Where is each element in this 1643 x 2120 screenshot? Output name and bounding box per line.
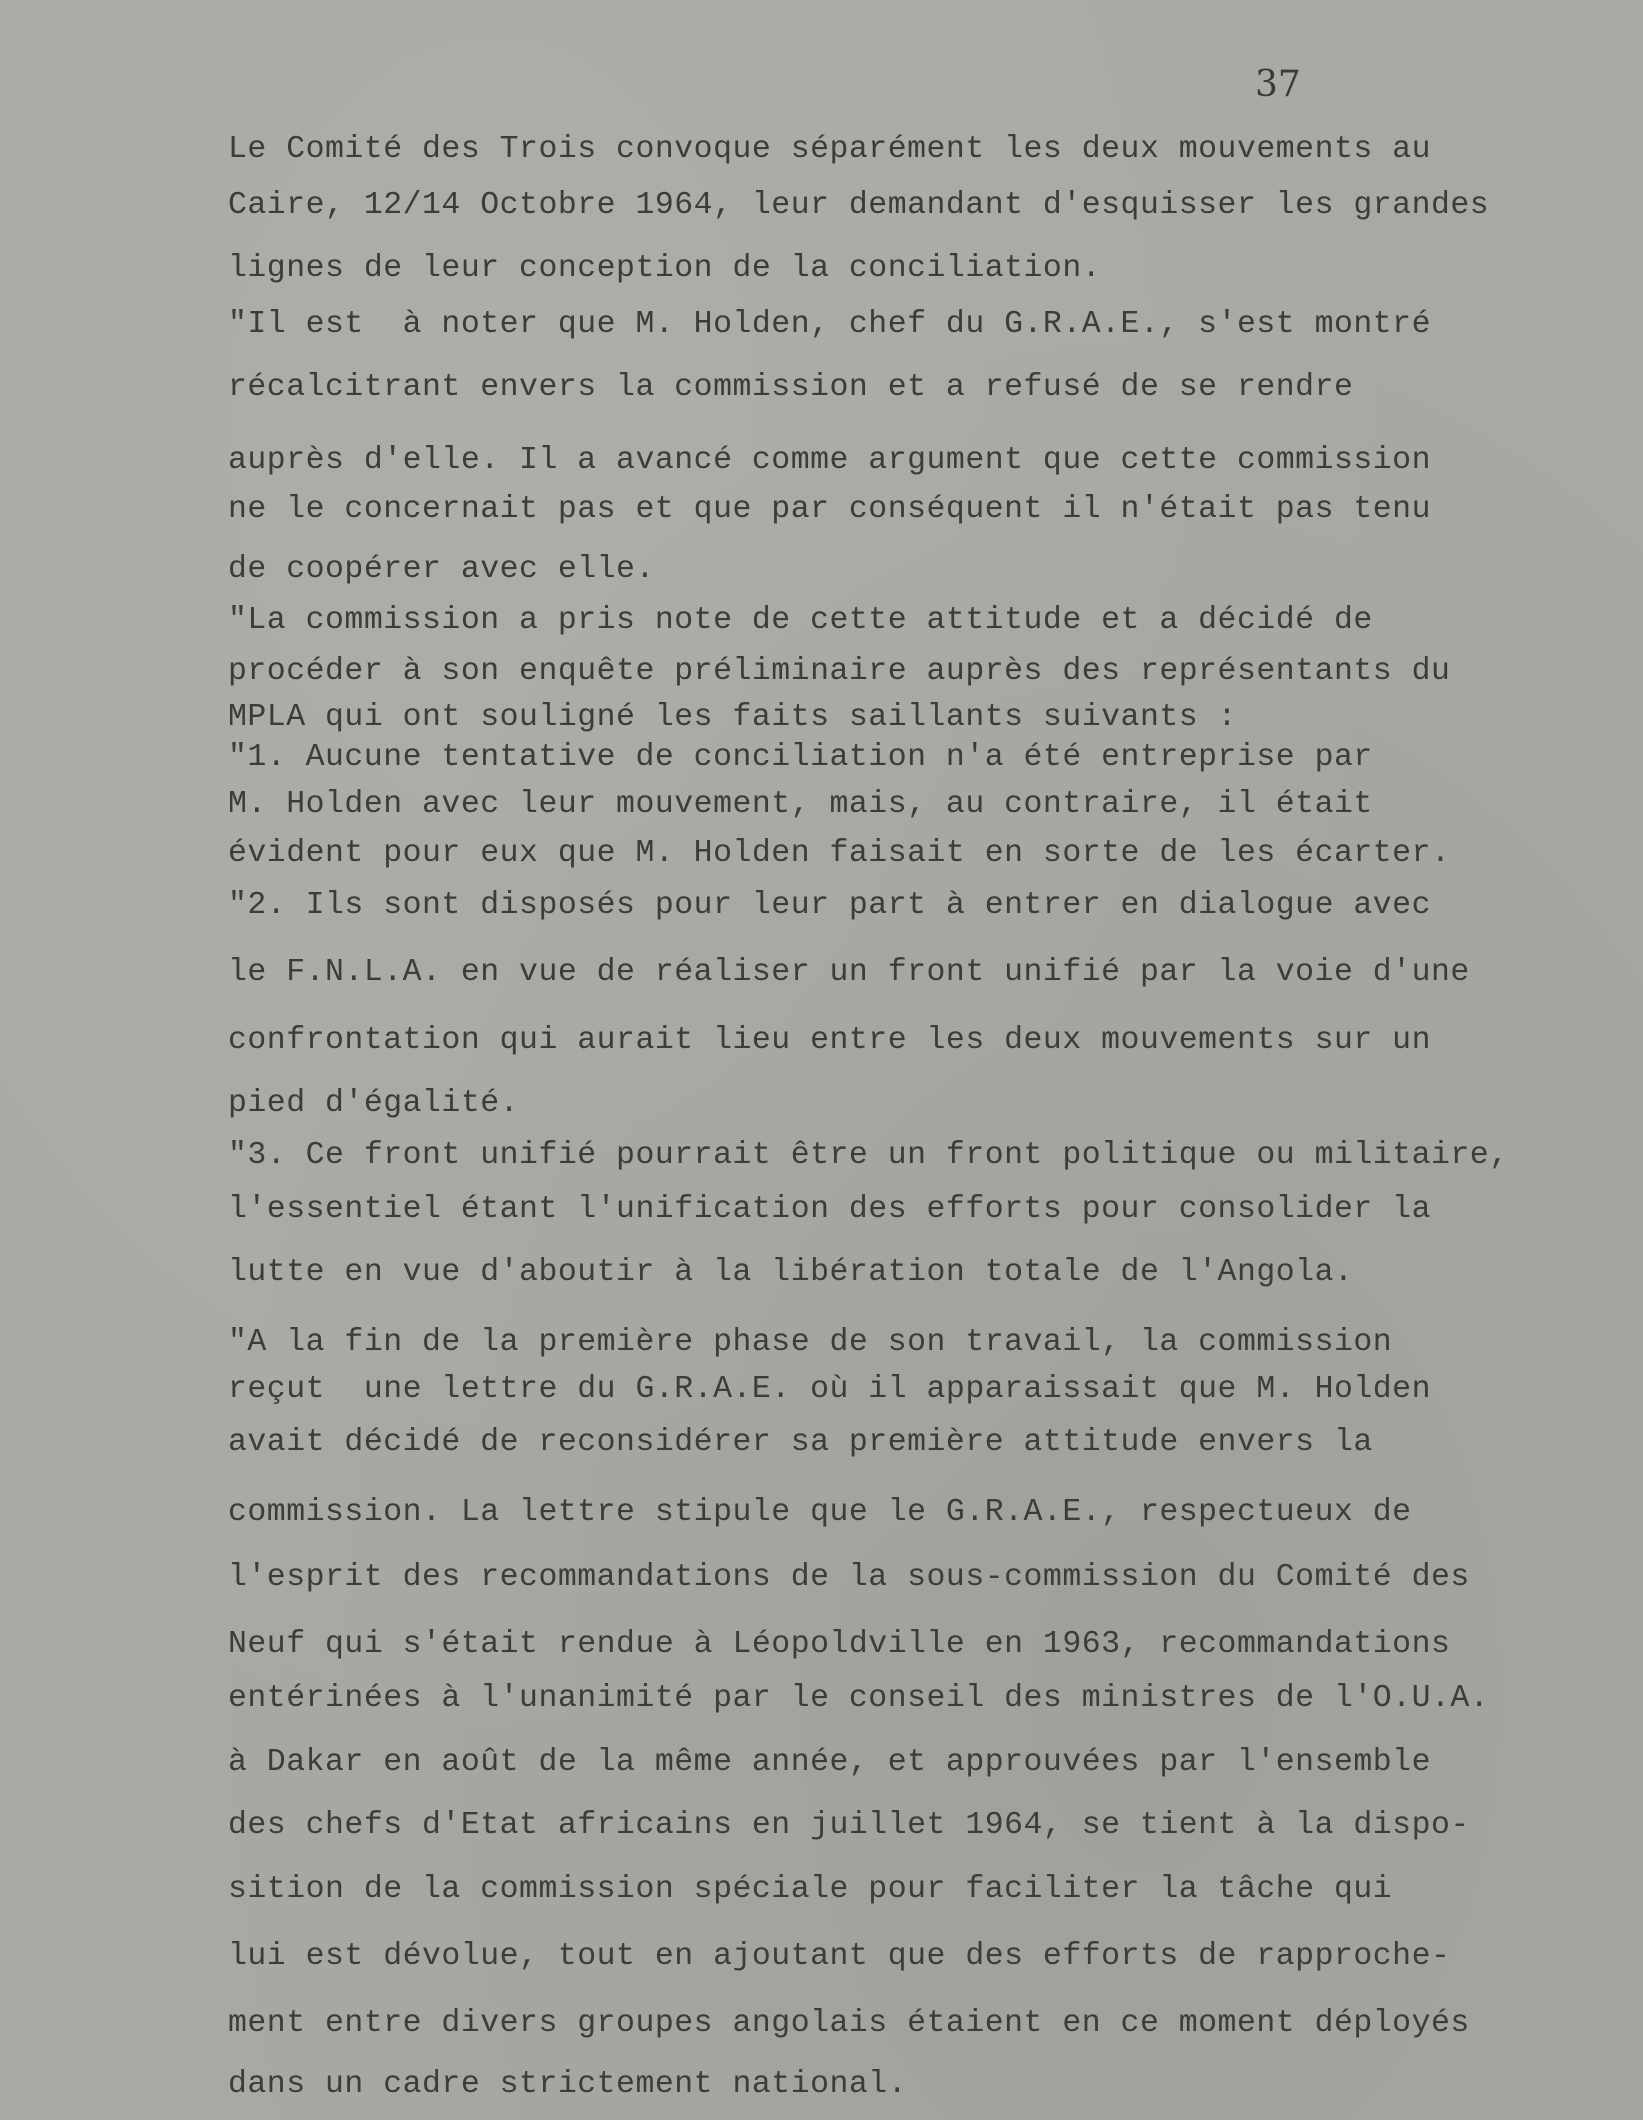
text-line: "1. Aucune tentative de conciliation n'a été entreprise par [228, 740, 1373, 775]
text-line: Caire, 12/14 Octobre 1964, leur demandant d'esquisser les grandes [228, 188, 1490, 223]
text-line: "2. Ils sont disposés pour leur part à entrer en dialogue avec [228, 888, 1431, 923]
text-line: récalcitrant envers la commission et a refusé de se rendre [228, 370, 1354, 405]
text-line: "3. Ce front unifié pourrait être un front politique ou militaire, [228, 1138, 1509, 1173]
text-line: pied d'égalité. [228, 1086, 520, 1121]
text-line: "Il est à noter que M. Holden, chef du G.R.A.E., s'est montré [228, 307, 1431, 342]
text-line: sition de la commission spéciale pour faciliter la tâche qui [228, 1872, 1393, 1907]
text-line: M. Holden avec leur mouvement, mais, au contraire, il était [228, 787, 1373, 822]
text-line: l'esprit des recommandations de la sous-commission du Comité des [228, 1560, 1470, 1595]
text-line: ment entre divers groupes angolais étaient en ce moment déployés [228, 2006, 1470, 2041]
text-line: auprès d'elle. Il a avancé comme argument que cette commission [228, 443, 1431, 478]
text-line: "A la fin de la première phase de son travail, la commission [228, 1325, 1393, 1360]
text-line: à Dakar en août de la même année, et approuvées par l'ensemble [228, 1745, 1431, 1780]
text-line: lui est dévolue, tout en ajoutant que des efforts de rapproche- [228, 1939, 1451, 1974]
text-line: l'essentiel étant l'unification des efforts pour consolider la [228, 1192, 1431, 1227]
text-line: MPLA qui ont souligné les faits saillants suivants : [228, 700, 1237, 735]
text-line: reçut une lettre du G.R.A.E. où il apparaissait que M. Holden [228, 1372, 1431, 1407]
text-line: dans un cadre strictement national. [228, 2067, 908, 2102]
text-line: entérinées à l'unanimité par le conseil des ministres de l'O.U.A. [228, 1681, 1490, 1716]
text-line: "La commission a pris note de cette attitude et a décidé de [228, 603, 1373, 638]
text-line: lignes de leur conception de la conciliation. [228, 251, 1102, 286]
page-number: 37 [1255, 64, 1301, 105]
text-line: le F.N.L.A. en vue de réaliser un front unifié par la voie d'une [228, 955, 1470, 990]
text-line: confrontation qui aurait lieu entre les deux mouvements sur un [228, 1023, 1431, 1058]
text-line: de coopérer avec elle. [228, 552, 655, 587]
text-line: commission. La lettre stipule que le G.R.A.E., respectueux de [228, 1495, 1412, 1530]
text-line: ne le concernait pas et que par conséquent il n'était pas tenu [228, 492, 1431, 527]
text-line: Neuf qui s'était rendue à Léopoldville en 1963, recommandations [228, 1627, 1451, 1662]
text-line: procéder à son enquête préliminaire auprès des représentants du [228, 654, 1451, 689]
text-line: avait décidé de reconsidérer sa première attitude envers la [228, 1425, 1373, 1460]
text-line: évident pour eux que M. Holden faisait en sorte de les écarter. [228, 836, 1451, 871]
text-line: lutte en vue d'aboutir à la libération totale de l'Angola. [228, 1255, 1354, 1290]
text-line: des chefs d'Etat africains en juillet 1964, se tient à la dispo- [228, 1808, 1470, 1843]
text-line: Le Comité des Trois convoque séparément les deux mouvements au [228, 132, 1431, 167]
